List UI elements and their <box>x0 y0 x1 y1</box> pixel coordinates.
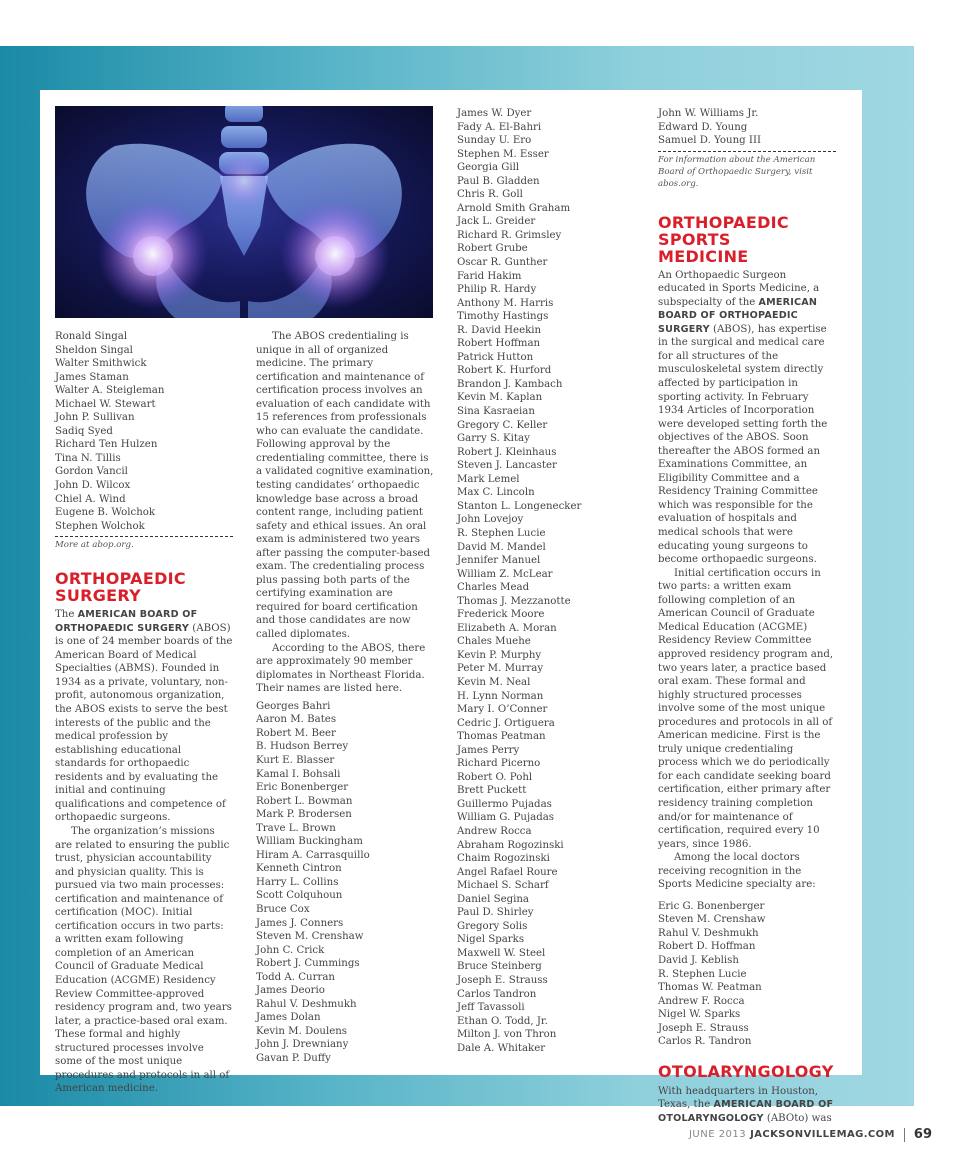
name-list-item: John P. Sullivan <box>55 412 135 424</box>
name-list-item: Oscar R. Gunther <box>457 257 548 269</box>
column-4 <box>658 107 836 1125</box>
diplomate-list-1 <box>55 330 233 533</box>
name-list-item: Maxwell W. Steel <box>457 947 546 959</box>
name-list-item: Robert Hoffman <box>457 338 541 350</box>
name-list-item: Philip R. Hardy <box>457 284 537 296</box>
name-list-item: Charles Mead <box>457 582 530 594</box>
paragraph: The ABOS credentialing is unique in all of organized medicine. The primary certification and maintenance of certification process involves an evaluation of each candidate with 15 references from professionals who can evaluate the candidate. Following approval by the credentialing committee, there is a validated cognitive examination, testing candidates’ orthopaedic knowledge base across a broad content range, including patient safety and ethical issues. An oral exam is administered two years after passing the computer-based exam. The credentialing process plus passing both parts of the certifying examination are required for board certification and those candidates are now called diplomates. <box>256 331 434 641</box>
name-list-item: Steven M. Crenshaw <box>658 914 766 926</box>
name-list-item: Angel Rafael Roure <box>457 866 558 878</box>
name-list-item: Andrew Rocca <box>457 825 532 837</box>
name-list-item: Jennifer Manuel <box>457 555 541 567</box>
name-list-item: Scott Colquhoun <box>256 890 343 902</box>
website-name: JACKSONVILLEMAG.COM <box>750 1129 895 1140</box>
name-list-item: Mark P. Brodersen <box>256 809 352 821</box>
name-list-item: James Dolan <box>256 1012 321 1024</box>
name-list-item: William Z. McLear <box>457 568 553 580</box>
paragraph: Among the local doctors receiving recognition in the Sports Medicine specialty are: <box>658 852 816 891</box>
name-list-item: Sunday U. Ero <box>457 135 532 147</box>
name-list-item: Richard Ten Hulzen <box>55 439 158 451</box>
name-list-item: Thomas J. Mezzanotte <box>457 595 571 607</box>
name-list-item: Eugene B. Wolchok <box>55 507 156 519</box>
name-list-item: Richard R. Grimsley <box>457 229 562 241</box>
section-heading-orthopaedic-surgery: ORTHOPAEDIC SURGERY <box>55 569 186 606</box>
name-list-item: Frederick Moore <box>457 609 545 621</box>
name-list-item: Daniel Segina <box>457 893 530 905</box>
name-list-item: Georgia Gill <box>457 162 520 174</box>
name-list-item: Steven M. Crenshaw <box>256 931 364 943</box>
name-list-item: John J. Drewniany <box>256 1039 349 1051</box>
name-list-item: Richard Picerno <box>457 758 541 770</box>
sports-medicine-list <box>658 900 836 1049</box>
dashed-divider <box>55 536 233 537</box>
name-list-item: Gordon Vancil <box>55 466 128 478</box>
name-list-item: Brandon J. Kambach <box>457 378 563 390</box>
name-list-item: Joseph E. Strauss <box>457 975 548 986</box>
name-list-item: James Staman <box>55 371 129 383</box>
name-list-item: Thomas W. Peatman <box>658 982 762 994</box>
name-list-item: R. Stephen Lucie <box>658 968 747 980</box>
paragraph: The AMERICAN BOARD OF ORTHOPAEDIC SURGERY (ABOS) is one of 24 member boards of the American Board of Medical Specialties (ABMS). Founded in 1934 as a private, voluntary, non-profit, autonomous organization, the ABOS exists to serve the best interests of the public and the medical profession by establishing educational standards for orthopaedic residents and by evaluating the initial and continuing qualifications and competence of orthopaedic surgeons. <box>55 609 233 824</box>
name-list-item: Sina Kasraeian <box>457 406 535 418</box>
name-list-item: Elizabeth A. Moran <box>457 622 557 634</box>
name-list-item: Bruce Cox <box>256 903 310 915</box>
name-list-item: Kenneth Cintron <box>256 863 342 875</box>
name-list-item: Robert J. Cummings <box>256 958 360 970</box>
org-name: AMERICAN BOARD OF OTOLARYNGOLOGY <box>658 1099 834 1124</box>
name-list-item: R. Stephen Lucie <box>457 527 546 539</box>
column-2 <box>256 330 434 1066</box>
name-list-item: Edward D. Young <box>658 121 748 133</box>
name-list-item: Mark Lemel <box>457 473 520 485</box>
name-list-item: Nigel W. Sparks <box>658 1009 741 1021</box>
name-list-item: Michael S. Scharf <box>457 880 549 892</box>
name-list-item: H. Lynn Norman <box>457 690 544 702</box>
dashed-divider <box>658 151 836 152</box>
name-list-item: Timothy Hastings <box>457 311 549 323</box>
issue-date: JUNE 2013 <box>688 1129 747 1140</box>
name-list-item: Chales Muehe <box>457 636 531 648</box>
column-1 <box>55 330 233 1096</box>
name-list-item: Robert M. Beer <box>256 727 336 739</box>
org-name: AMERICAN BOARD OF ORTHOPAEDIC SURGERY <box>55 609 198 634</box>
name-list-item: Sheldon Singal <box>55 344 133 356</box>
paragraph: According to the ABOS, there are approximately 90 member diplomates in Northeast Florida. Their names are listed here. <box>256 642 426 695</box>
name-list-item: Cedric J. Ortiguera <box>457 717 555 729</box>
diplomate-list-2 <box>256 700 434 1066</box>
name-list-item: Abraham Rogozinski <box>457 839 564 851</box>
name-list-item: Robert J. Kleinhaus <box>457 446 557 458</box>
paragraph: With headquarters in Houston, Texas, the AMERICAN BOARD OF OTOLARYNGOLOGY (ABOto) was <box>658 1085 834 1124</box>
name-list-item: Harry L. Collins <box>256 876 339 888</box>
name-list-item: Gregory Solis <box>457 920 528 932</box>
source-note: For information about the American Board of Orthopaedic Surgery, visit abos.org. <box>658 154 816 189</box>
name-list-item: Robert O. Pohl <box>457 771 533 783</box>
name-list-item: Chaim Rogozinski <box>457 853 550 865</box>
name-list-item: Fady A. El-Bahri <box>457 121 542 133</box>
name-list-item: Farid Hakim <box>457 270 522 282</box>
column-3 <box>457 107 637 1055</box>
name-list-item: Guillermo Pujadas <box>457 798 552 810</box>
name-list-item: Chiel A. Wind <box>55 493 126 505</box>
name-list-item: Mary I. O’Conner <box>457 704 548 716</box>
name-list-item: Paul B. Gladden <box>457 175 540 187</box>
org-name: AMERICAN BOARD OF ORTHOPAEDIC SURGERY <box>658 296 818 335</box>
footer-divider <box>904 1128 905 1142</box>
diplomate-list-3 <box>457 107 637 1055</box>
name-list-item: John C. Crick <box>256 944 325 956</box>
name-list-item: R. David Heekin <box>457 324 542 336</box>
name-list-item: Steven J. Lancaster <box>457 460 557 472</box>
section-heading-sports-medicine: ORTHOPAEDIC SPORTS MEDICINE <box>658 212 789 266</box>
name-list-item: Max C. Lincoln <box>457 487 535 499</box>
name-list-item: Michael W. Stewart <box>55 398 156 410</box>
name-list-item: Carlos Tandron <box>457 988 537 1000</box>
name-list-item: Carlos R. Tandron <box>658 1036 752 1048</box>
name-list-item: Eric G. Bonenberger <box>658 900 765 912</box>
source-note: More at abop.org. <box>55 540 134 551</box>
name-list-item: David J. Keblish <box>658 954 739 966</box>
name-list-item: Stephen Wolchok <box>55 520 145 532</box>
paragraph: An Orthopaedic Surgeon educated in Sports Medicine, a subspecialty of the AMERICAN BOARD OF ORTHOPAEDIC SURGERY (ABOS), has expertise in the surgical and medical care for all structures of the musculoskeletal system directly affected by participation in sporting activity. In February 1934 Articles of Incorporation were developed setting forth the objectives of the ABOS. Soon thereafter the ABOS formed an Examinations Committee, an Eligibility Committee and a Residency Training Committee which was responsible for the evaluation of hospitals and medical schools that were educating young surgeons to become orthopaedic surgeons. <box>658 269 828 566</box>
name-list-item: Kamal I. Bohsali <box>256 768 341 780</box>
name-list-item: Jack L. Greider <box>457 216 536 228</box>
name-list-item: Walter A. Steigleman <box>55 385 165 397</box>
paragraph: The organization’s missions are related to ensuring the public trust, physician accountability and physician quality. This is pursued via two main processes: certification and maintenance of certification (MOC). Initial certification occurs in two parts: a written exam following completion of an American Council of Graduate Medical Education (ACGME) Residency Review Committee-approved residency program and, two years later, a practice-based oral exam. These formal and highly structured processes involve some of the most unique procedures and protocols in all of American medicine. <box>55 825 232 1095</box>
name-list-item: Arnold Smith Graham <box>457 202 571 214</box>
name-list-item: Georges Bahri <box>256 700 331 712</box>
name-list-item: James W. Dyer <box>457 108 532 119</box>
name-list-item: Ronald Singal <box>55 331 128 342</box>
name-list-item: Tina N. Tillis <box>55 452 121 464</box>
name-list-item: Kevin P. Murphy <box>457 649 542 661</box>
name-list-item: Milton J. von Thron <box>457 1029 557 1041</box>
name-list-item: James Deorio <box>256 985 325 997</box>
diplomate-list-4 <box>658 107 836 148</box>
name-list-item: Chris R. Goll <box>457 189 523 201</box>
pelvis-xray-image <box>55 106 433 318</box>
name-list-item: Peter M. Murray <box>457 663 544 675</box>
name-list-item: Joseph E. Strauss <box>658 1022 749 1034</box>
name-list-item: Rahul V. Deshmukh <box>658 927 759 939</box>
name-list-item: Walter Smithwick <box>55 358 147 370</box>
name-list-item: Hiram A. Carrasquillo <box>256 849 370 861</box>
name-list-item: Brett Puckett <box>457 785 527 797</box>
name-list-item: Samuel D. Young III <box>658 135 762 147</box>
name-list-item: B. Hudson Berrey <box>256 741 349 753</box>
name-list-item: Garry S. Kitay <box>457 433 530 445</box>
page-number: 69 <box>913 1127 932 1142</box>
name-list-item: Robert K. Hurford <box>457 365 552 377</box>
name-list-item: Robert L. Bowman <box>256 795 353 807</box>
paragraph: Initial certification occurs in two parts: a written exam following completion of an American Council of Graduate Medical Education (ACGME) Residency Review Committee approved residency program and, two years later, a practice based oral exam. These formal and highly structured processes involve some of the most unique procedures and protocols in all of American medicine. First is the truly unique credentialing process which we do periodically for each candidate seeking board certification, either primary after residency training completion and/or for maintenance of certification, required every 10 years, since 1986. <box>658 567 834 850</box>
name-list-item: Gavan P. Duffy <box>256 1052 331 1064</box>
name-list-item: Kevin M. Kaplan <box>457 392 543 404</box>
name-list-item: Kurt E. Blasser <box>256 754 335 766</box>
name-list-item: Paul D. Shirley <box>457 907 534 919</box>
name-list-item: Bruce Steinberg <box>457 961 542 973</box>
name-list-item: John D. Wilcox <box>55 480 131 492</box>
name-list-item: John Lovejoy <box>457 514 524 526</box>
name-list-item: William Buckingham <box>256 836 363 848</box>
name-list-item: Andrew F. Rocca <box>658 995 745 1007</box>
name-list-item: Stanton L. Longenecker <box>457 500 582 512</box>
name-list-item: James Perry <box>457 744 520 756</box>
name-list-item: Jeff Tavassoli <box>457 1002 525 1014</box>
name-list-item: Aaron M. Bates <box>256 714 337 726</box>
name-list-item: Eric Bonenberger <box>256 782 349 794</box>
name-list-item: Rahul V. Deshmukh <box>256 998 357 1010</box>
name-list-item: Ethan O. Todd, Jr. <box>457 1015 548 1027</box>
name-list-item: Kevin M. Doulens <box>256 1025 348 1037</box>
page-footer <box>689 1127 932 1142</box>
name-list-item: Dale A. Whitaker <box>457 1042 546 1054</box>
name-list-item: Nigel Sparks <box>457 934 525 946</box>
name-list-item: Robert Grube <box>457 243 528 255</box>
name-list-item: Trave L. Brown <box>256 822 336 834</box>
name-list-item: Robert D. Hoffman <box>658 941 756 953</box>
name-list-item: David M. Mandel <box>457 541 546 553</box>
name-list-item: Sadiq Syed <box>55 425 113 437</box>
name-list-item: Anthony M. Harris <box>457 297 554 309</box>
name-list-item: Stephen M. Esser <box>457 148 549 160</box>
name-list-item: James J. Conners <box>256 917 344 929</box>
name-list-item: John W. Williams Jr. <box>658 108 759 119</box>
name-list-item: Kevin M. Neal <box>457 676 531 688</box>
name-list-item: William G. Pujadas <box>457 812 555 824</box>
name-list-item: Todd A. Curran <box>256 971 335 983</box>
section-heading-otolaryngology: OTOLARYNGOLOGY <box>658 1061 834 1081</box>
name-list-item: Gregory C. Keller <box>457 419 548 431</box>
name-list-item: Thomas Peatman <box>457 731 546 743</box>
name-list-item: Patrick Hutton <box>457 351 534 363</box>
